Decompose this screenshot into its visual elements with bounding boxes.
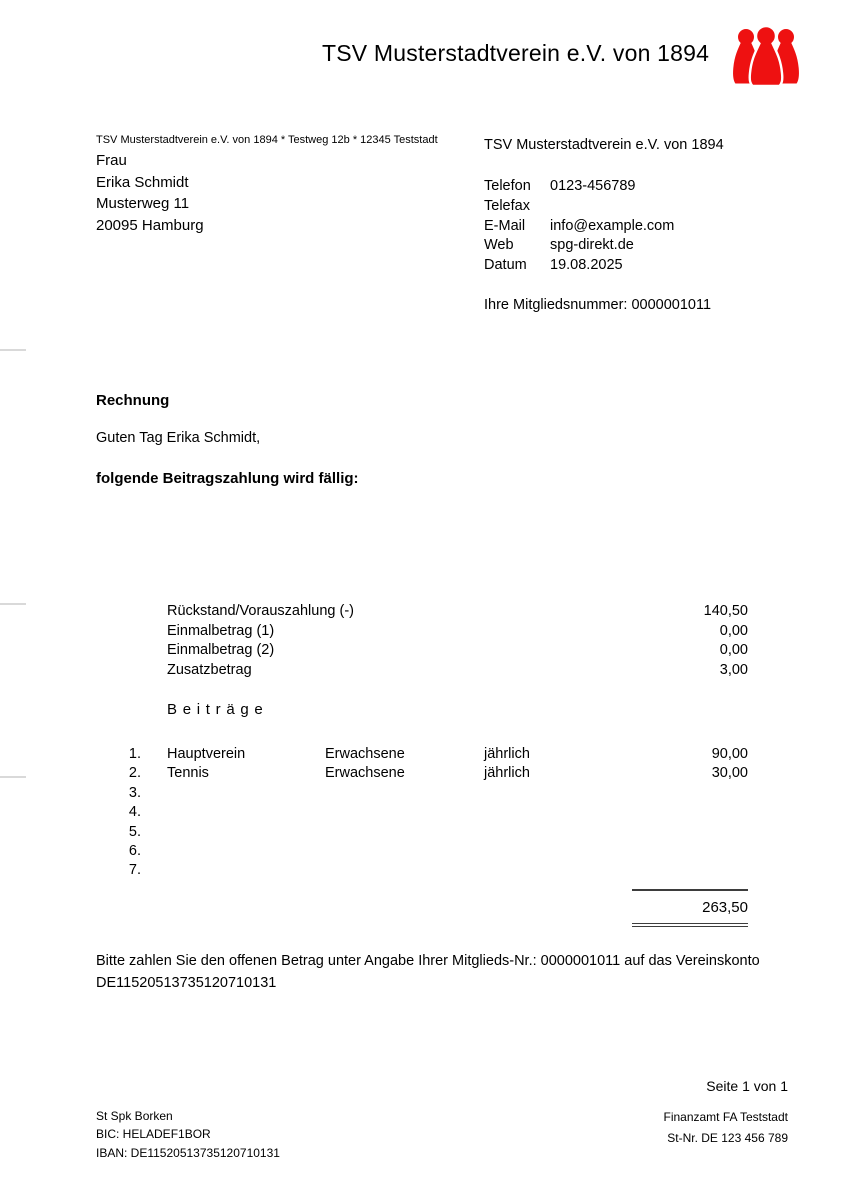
item-name: Hauptverein: [167, 746, 246, 762]
charge-amount: 140,50: [703, 603, 748, 619]
recipient-name: Erika Schmidt: [96, 173, 189, 191]
footer-bank-details: [96, 1107, 280, 1162]
item-number: 6.: [128, 842, 141, 859]
club-title: TSV Musterstadtverein e.V. von 1894: [322, 40, 710, 66]
recipient-city: 20095 Hamburg: [96, 217, 204, 235]
document-title: Rechnung: [96, 392, 170, 409]
email-value: info@example.com: [550, 217, 675, 234]
total-rule: [632, 889, 748, 891]
footer-tax-details: [663, 1107, 788, 1149]
intro-line: folgende Beitragszahlung wird fällig:: [96, 470, 359, 487]
email-label: E-Mail: [484, 217, 526, 234]
item-amount: [638, 861, 748, 880]
item-number: 7.: [128, 862, 141, 879]
charge-amount: 0,00: [719, 622, 748, 639]
total-amount: 263,50: [702, 899, 748, 916]
item-amount: 30,00: [711, 765, 748, 782]
fold-mark-middle: [0, 603, 26, 605]
bowling-pins-icon: [729, 25, 803, 87]
item-interval: [484, 842, 638, 861]
web-label: Web: [484, 237, 514, 254]
item-interval: [484, 784, 638, 803]
item-name: [167, 823, 325, 842]
payment-instruction-iban: DE11520513735120710131: [96, 974, 277, 991]
table-row: [96, 861, 748, 880]
charge-row: [167, 622, 748, 642]
item-interval: [484, 823, 638, 842]
charge-amount: 3,00: [719, 662, 748, 679]
item-number: 5.: [128, 823, 141, 840]
member-number-line: Ihre Mitgliedsnummer: 0000001011: [484, 297, 712, 313]
charge-label: Einmalbetrag (2): [167, 642, 275, 659]
club-logo: [729, 25, 803, 87]
table-row: [96, 764, 748, 783]
item-amount: [638, 803, 748, 822]
recipient-street: Musterweg 11: [96, 195, 190, 213]
charge-label: Rückstand/Vorauszahlung (-): [167, 603, 354, 619]
fold-mark-bottom: [0, 776, 26, 778]
charge-label: Einmalbetrag (1): [167, 622, 275, 639]
item-name: [167, 784, 325, 803]
item-group: [325, 823, 484, 842]
item-interval: [484, 861, 638, 880]
beitraege-heading: Beiträge: [167, 701, 269, 718]
item-number: 2.: [128, 765, 141, 782]
item-number: 3.: [128, 784, 141, 801]
table-row: [96, 803, 748, 822]
contact-row-email: [484, 217, 674, 237]
item-interval: jährlich: [484, 746, 530, 762]
page-indicator: Seite 1 von 1: [706, 1078, 788, 1094]
greeting-line: Guten Tag Erika Schmidt,: [96, 430, 261, 446]
item-interval: [484, 803, 638, 822]
recipient-salutation: Frau: [96, 152, 127, 169]
telefon-value: 0123-456789: [550, 178, 636, 194]
item-name: [167, 803, 325, 822]
datum-label: Datum: [484, 257, 527, 274]
sender-return-address: TSV Musterstadtverein e.V. von 1894 * Testweg 12b * 12345 Teststadt: [96, 134, 438, 146]
contact-info: [484, 177, 674, 276]
table-row: [96, 745, 748, 764]
contact-row-datum: [484, 256, 674, 276]
item-group: [325, 784, 484, 803]
table-row: [96, 784, 748, 803]
item-name: [167, 842, 325, 861]
bank-bic: BIC: HELADEF1BOR: [96, 1127, 211, 1142]
item-amount: [638, 823, 748, 842]
item-name: [167, 861, 325, 880]
total-double-rule: [632, 923, 748, 927]
tax-number: St-Nr. DE 123 456 789: [667, 1131, 788, 1145]
payment-instruction: [96, 951, 796, 994]
charge-row: [167, 602, 748, 622]
contact-row-web: [484, 236, 674, 256]
telefax-label: Telefax: [484, 197, 530, 214]
table-row: [96, 823, 748, 842]
item-amount: [638, 784, 748, 803]
item-group: Erwachsene: [325, 765, 405, 782]
org-name: TSV Musterstadtverein e.V. von 1894: [484, 137, 724, 153]
item-name: Tennis: [167, 765, 209, 782]
contact-row-telefax: [484, 197, 674, 217]
item-number: 1.: [128, 746, 141, 762]
telefon-label: Telefon: [484, 178, 531, 194]
charge-row: [167, 661, 748, 681]
item-group: [325, 842, 484, 861]
payment-instruction-line1: Bitte zahlen Sie den offenen Betrag unter Angabe Ihrer Mitglieds-Nr.: 0000001011 auf das Vereinskonto: [96, 953, 760, 969]
bank-name: St Spk Borken: [96, 1109, 173, 1123]
charges-summary: [167, 602, 748, 681]
datum-value: 19.08.2025: [550, 257, 623, 274]
item-number: 4.: [128, 804, 141, 821]
fee-items-table: [96, 745, 748, 881]
item-group: [325, 803, 484, 822]
table-row: [96, 842, 748, 861]
item-group: Erwachsene: [325, 746, 405, 762]
item-interval: jährlich: [484, 765, 530, 782]
charge-label: Zusatzbetrag: [167, 662, 252, 679]
fold-mark-top: [0, 349, 26, 351]
web-value: spg-direkt.de: [550, 237, 634, 254]
recipient-address: [96, 150, 204, 237]
item-amount: [638, 842, 748, 861]
tax-office: Finanzamt FA Teststadt: [663, 1110, 788, 1124]
charge-row: [167, 641, 748, 661]
contact-row-telefon: [484, 177, 674, 197]
bank-iban: IBAN: DE11520513735120710131: [96, 1145, 280, 1160]
charge-amount: 0,00: [719, 642, 748, 659]
item-amount: 90,00: [711, 746, 748, 762]
item-group: [325, 861, 484, 880]
